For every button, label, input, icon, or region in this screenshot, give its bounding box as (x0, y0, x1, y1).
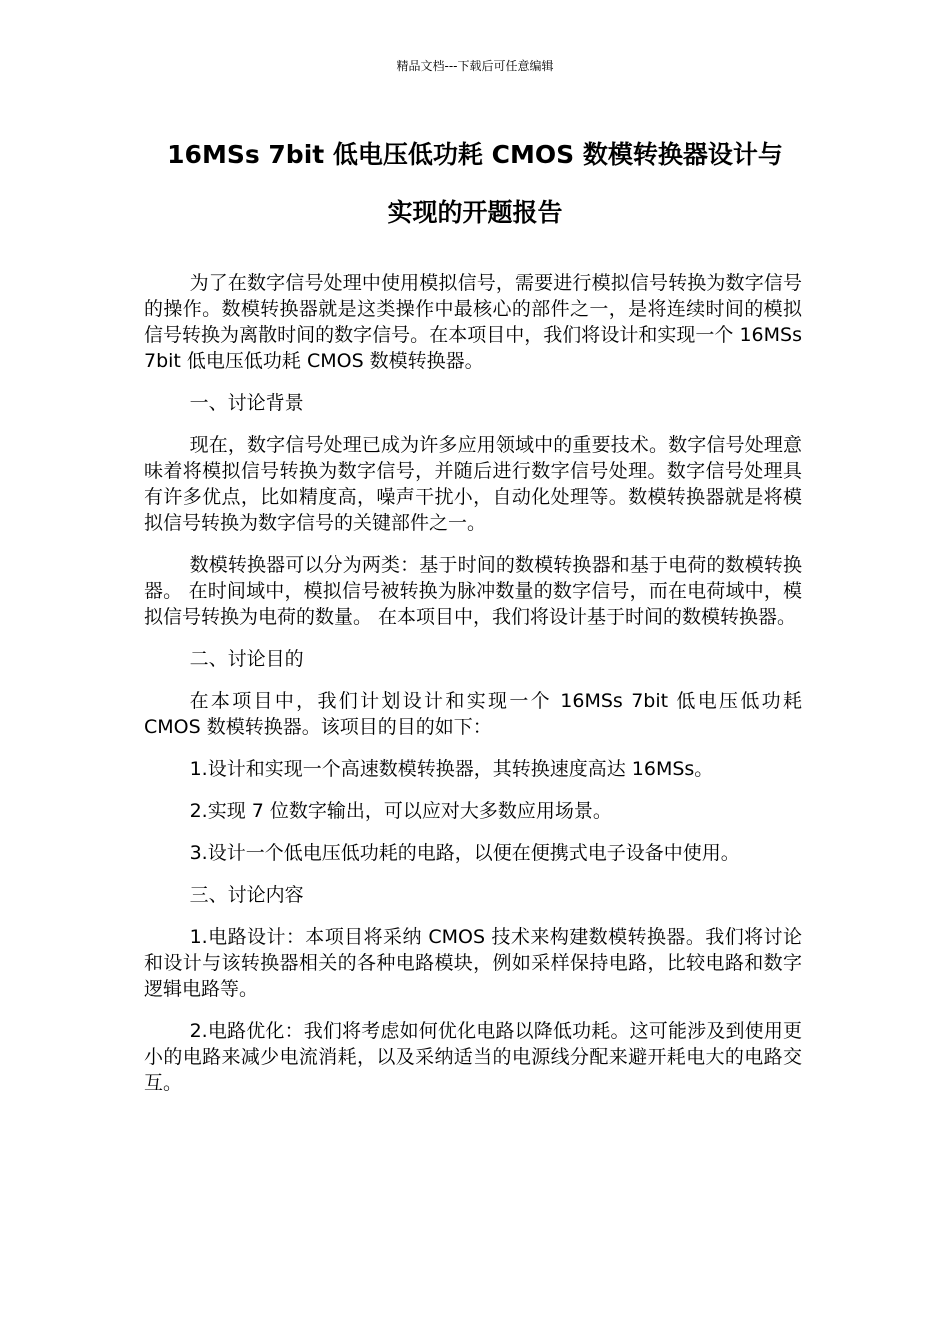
page-header-note: 精品文档---下载后可任意编辑 (396, 59, 554, 73)
purpose-item-3: 3.设计一个低电压低功耗的电路，以便在便携式电子设备中使用。 (189, 842, 740, 864)
section-heading-content: 三、讨论内容 (189, 884, 304, 906)
purpose-item-1: 1.设计和实现一个高速数模转换器，其转换速度高达 16MSs。 (189, 758, 714, 780)
content-item-1: 1.电路设计：本项目将采纳 CMOS 技术来构建数模转换器。我们将讨论和设计与该转换器相关的各种电路模块，例如采样保持电路，比较电路和数字逻辑电路等。 (144, 926, 802, 1000)
content-item-2: 2.电路优化：我们将考虑如何优化电路以降低功耗。这可能涉及到使用更小的电路来减少电流消耗，以及采纳适当的电源线分配来避开耗电大的电路交互。 (144, 1020, 802, 1094)
intro-paragraph: 为了在数字信号处理中使用模拟信号，需要进行模拟信号转换为数字信号的操作。数模转换器就是这类操作中最核心的部件之一，是将连续时间的模拟信号转换为离散时间的数字信号。在本项目中，我们将设计和实现一个 16MSs 7bit 低电压低功耗 CMOS 数模转换器。 (144, 272, 802, 372)
document-title-line-1: 16MSs 7bit 低电压低功耗 CMOS 数模转换器设计与 (167, 140, 783, 169)
section-heading-purpose: 二、讨论目的 (189, 648, 304, 670)
document-body (144, 270, 802, 1112)
section-heading-background: 一、讨论背景 (189, 392, 304, 414)
background-paragraph: 现在，数字信号处理已成为许多应用领域中的重要技术。数字信号处理意味着将模拟信号转换为数字信号，并随后进行数字信号处理。数字信号处理具有许多优点，比如精度高，噪声干扰小，自动化处理等。数模转换器就是将模拟信号转换为数字信号的关键部件之一。 (144, 434, 802, 534)
document-title-line-2: 实现的开题报告 (387, 198, 563, 227)
purpose-paragraph: 在本项目中，我们计划设计和实现一个 16MSs 7bit 低电压低功耗 CMOS 数模转换器。该项目的目的如下： (144, 690, 802, 738)
purpose-item-2: 2.实现 7 位数字输出，可以应对大多数应用场景。 (189, 800, 612, 822)
dac-types-paragraph: 数模转换器可以分为两类：基于时间的数模转换器和基于电荷的数模转换器。 在时间域中，模拟信号被转换为脉冲数量的数字信号，而在电荷域中，模拟信号转换为电荷的数量。 在本项目中，我们将设计基于时间的数模转换器。 (144, 554, 802, 628)
